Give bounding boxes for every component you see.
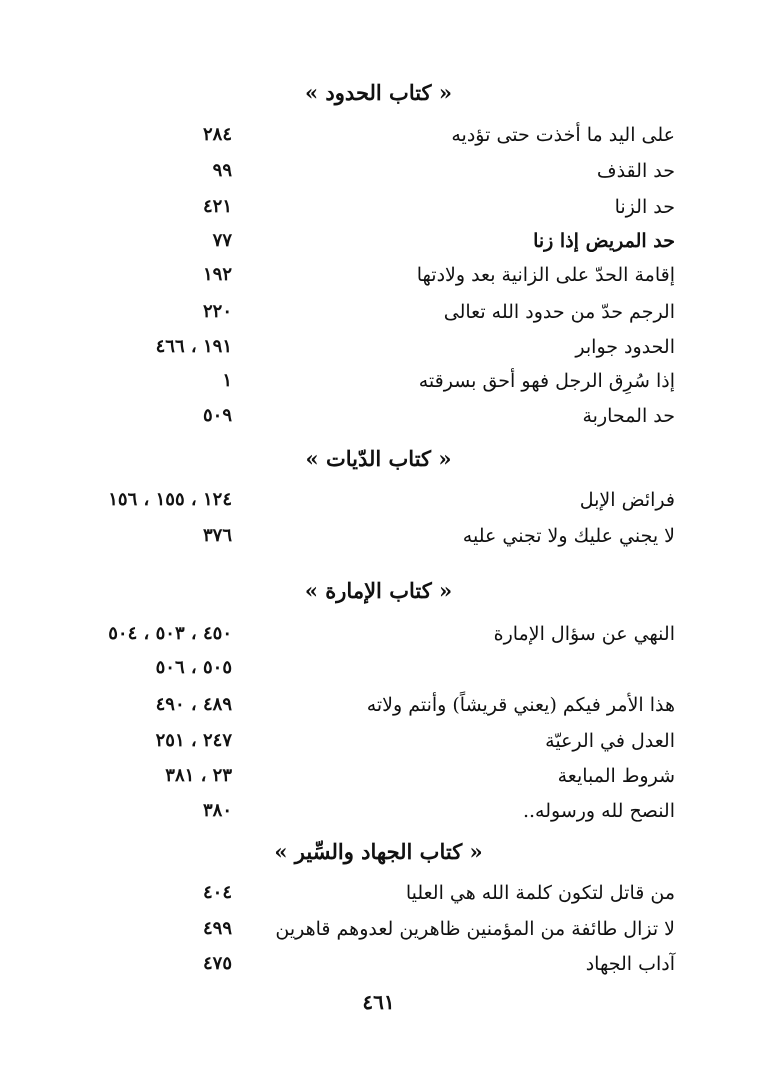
entry-pages: ٢٨٤ xyxy=(202,124,232,145)
list-item xyxy=(0,483,757,517)
list-item xyxy=(0,759,757,793)
list-item xyxy=(0,399,757,433)
entry-title: النصح لله ورسوله.. xyxy=(522,800,675,822)
entry-pages: ٤٢١ xyxy=(202,196,232,217)
entry-pages: ٤٠٤ xyxy=(202,882,232,903)
entry-pages: ١٢٤ ، ١٥٥ ، ١٥٦ xyxy=(108,489,232,510)
section-heading-imara: « كتاب الإمارة » xyxy=(304,578,453,603)
entry-pages: ٣٧٦ xyxy=(202,525,232,546)
entry-pages: ٥٠٩ xyxy=(202,405,232,426)
page-number: ٤٦١ xyxy=(362,990,395,1014)
list-item xyxy=(0,118,757,152)
list-item xyxy=(0,519,757,553)
entry-title: الرجم حدّ من حدود الله تعالى xyxy=(443,301,675,323)
entry-pages: ٥٠٥ ، ٥٠٦ xyxy=(155,657,232,678)
entry-title: حد المريض إذا زنا xyxy=(533,230,675,252)
entry-title: العدل في الرعيّة xyxy=(545,730,675,752)
list-item xyxy=(0,330,757,364)
entry-title: النهي عن سؤال الإمارة xyxy=(493,623,675,645)
entry-title: هذا الأمر فيكم (يعني قريشاً) وأنتم ولاته xyxy=(366,694,675,716)
entry-pages: ١٩٢ xyxy=(202,264,232,285)
entry-pages: ٩٩ xyxy=(212,160,232,181)
list-item xyxy=(0,876,757,910)
entry-title: على اليد ما أخذت حتى تؤديه xyxy=(451,124,675,146)
list-item xyxy=(0,295,757,329)
list-item xyxy=(0,724,757,758)
list-item xyxy=(0,154,757,188)
entry-title: حد القذف xyxy=(596,160,675,182)
section-heading-jihad: « كتاب الجهاد والسِّير » xyxy=(274,839,483,864)
entry-pages: ٢٢٠ xyxy=(202,301,232,322)
list-item xyxy=(0,794,757,828)
entry-title: الحدود جوابر xyxy=(575,336,675,358)
entry-title: لا يجني عليك ولا تجني عليه xyxy=(462,525,675,547)
list-item xyxy=(0,688,757,722)
entry-pages: ٧٧ xyxy=(212,230,232,251)
entry-title: إذا سُرِق الرجل فهو أحق بسرقته xyxy=(418,370,675,392)
entry-title: لا تزال طائفة من المؤمنين ظاهرين لعدوهم قاهرين xyxy=(275,918,675,940)
entry-pages: ٤٩٩ xyxy=(202,918,232,939)
list-item xyxy=(0,224,757,258)
entry-title: حد المحاربة xyxy=(582,405,675,427)
list-item xyxy=(0,651,757,685)
section-heading-diyat: « كتاب الدّيات » xyxy=(305,446,452,471)
entry-pages: ٤٧٥ xyxy=(202,953,232,974)
entry-title: إقامة الحدّ على الزانية بعد ولادتها xyxy=(416,264,675,286)
entry-pages: ٢٤٧ ، ٢٥١ xyxy=(155,730,232,751)
entry-pages: ١٩١ ، ٤٦٦ xyxy=(155,336,232,357)
list-item xyxy=(0,258,757,292)
list-item xyxy=(0,364,757,398)
entry-title: من قاتل لتكون كلمة الله هي العليا xyxy=(405,882,675,904)
entry-title: حد الزنا xyxy=(614,196,675,218)
list-item xyxy=(0,912,757,946)
list-item xyxy=(0,190,757,224)
list-item xyxy=(0,617,757,651)
entry-pages: ١ xyxy=(222,370,232,391)
entry-title: شروط المبايعة xyxy=(557,765,675,787)
list-item xyxy=(0,947,757,981)
entry-title: آداب الجهاد xyxy=(585,953,675,975)
entry-pages: ٤٨٩ ، ٤٩٠ xyxy=(155,694,232,715)
entry-pages: ٢٣ ، ٣٨١ xyxy=(165,765,232,786)
section-heading-hudud: « كتاب الحدود » xyxy=(305,80,452,105)
entry-title: فرائض الإبل xyxy=(579,489,675,511)
entry-pages: ٣٨٠ xyxy=(202,800,232,821)
entry-pages: ٤٥٠ ، ٥٠٣ ، ٥٠٤ xyxy=(108,623,232,644)
